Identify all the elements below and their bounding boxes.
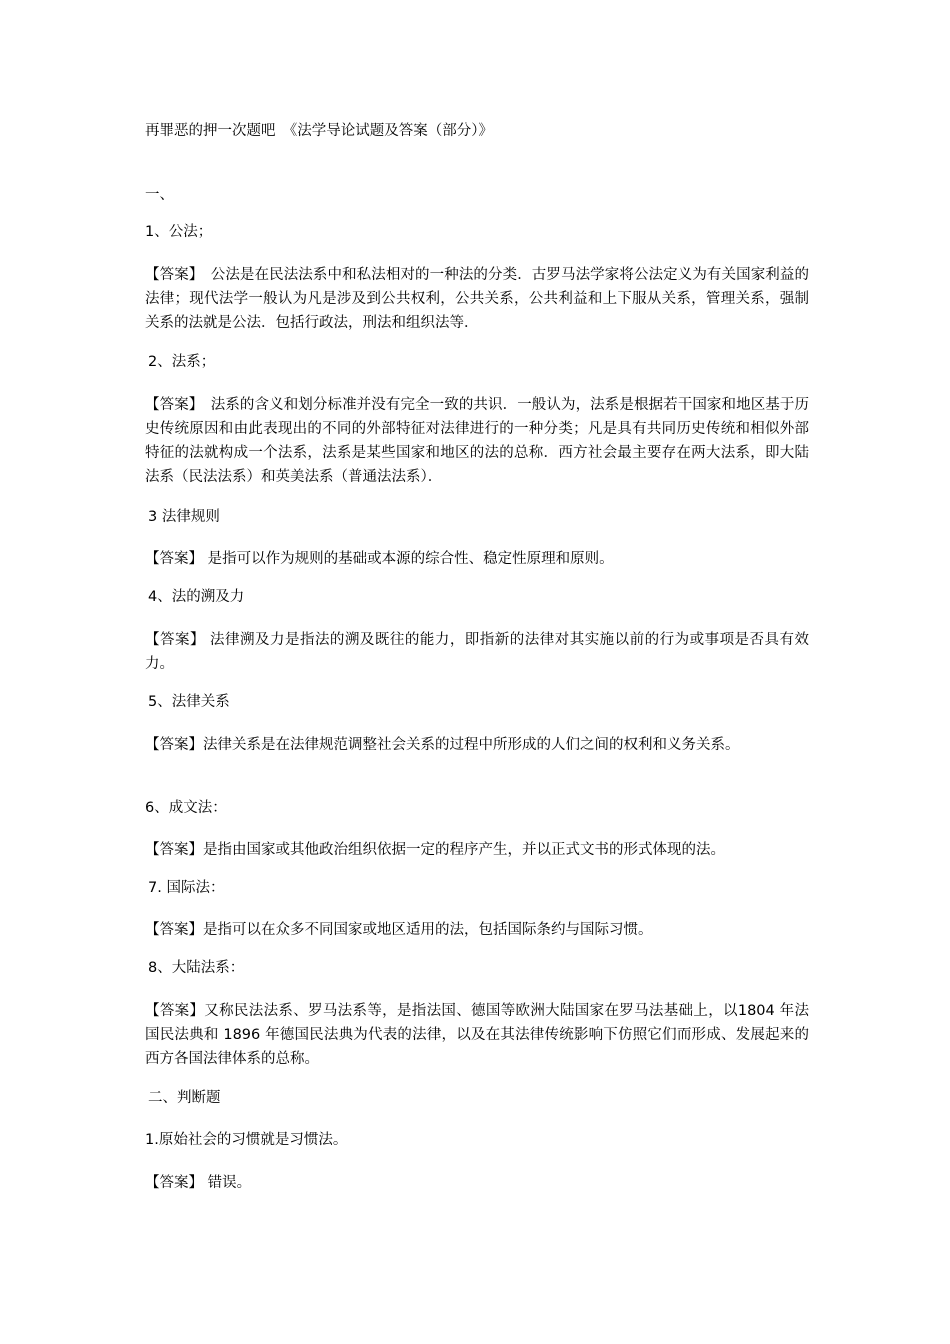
answer-2: 【答案】 法系的含义和划分标准并没有完全一致的共识．一般认为，法系是根据若干国家和地区基于历史传统原因和由此表现出的不同的外部特征对法律进行的一种分类；凡是具有共同历史传统和相似外部特征的法就构成一个法系，法系是某些国家和地区的法的总称．西方社会最主要存在两大法系，即大陆法系（民法法系）和英美法系（普通法法系）． (145, 397, 809, 485)
judgment-answer-1: 【答案】 错误。 (145, 1175, 252, 1191)
answer-4: 【答案】 法律溯及力是指法的溯及既往的能力，即指新的法律对其实施以前的行为或事项是否具有效力。 (145, 632, 809, 672)
answer-7: 【答案】是指可以在众多不同国家或地区适用的法，包括国际条约与国际习惯。 (145, 922, 653, 938)
answer-6: 【答案】是指由国家或其他政治组织依据一定的程序产生，并以正式文书的形式体现的法。 (145, 842, 725, 858)
answer-1: 【答案】 公法是在民法法系中和私法相对的一种法的分类．古罗马法学家将公法定义为有关国家利益的法律；现代法学一般认为凡是涉及到公共权利，公共关系，公共利益和上下服从关系，管理关系，强制关系的法就是公法．包括行政法，刑法和组织法等． (145, 267, 809, 331)
question-6: 6、成文法： (145, 800, 227, 816)
question-3: 3 法律规则 (148, 509, 220, 525)
question-7: 7. 国际法： (148, 880, 225, 896)
answer-8: 【答案】又称民法法系、罗马法系等，是指法国、德国等欧洲大陆国家在罗马法基础上，以1804 年法国民法典和 1896 年德国民法典为代表的法律，以及在其法律传统影响下仿照它们而形成、发展起来的西方各国法律体系的总称。 (145, 1003, 809, 1067)
question-5: 5、法律关系 (148, 694, 230, 710)
question-8: 8、大陆法系： (148, 960, 245, 976)
answer-3: 【答案】 是指可以作为规则的基础或本源的综合性、稳定性原理和原则。 (145, 551, 614, 567)
question-4: 4、法的溯及力 (148, 589, 245, 605)
section-heading-2: 二、判断题 (148, 1090, 221, 1106)
question-2: 2、法系； (148, 354, 216, 370)
question-1: 1、公法； (145, 224, 213, 240)
document-title: 再罪恶的押一次题吧 《法学导论试题及答案（部分）》 (145, 123, 493, 139)
section-heading-1: 一、 (145, 187, 174, 203)
answer-5: 【答案】法律关系是在法律规范调整社会关系的过程中所形成的人们之间的权利和义务关系。 (145, 737, 740, 753)
judgment-question-1: 1.原始社会的习惯就是习惯法。 (145, 1132, 348, 1148)
